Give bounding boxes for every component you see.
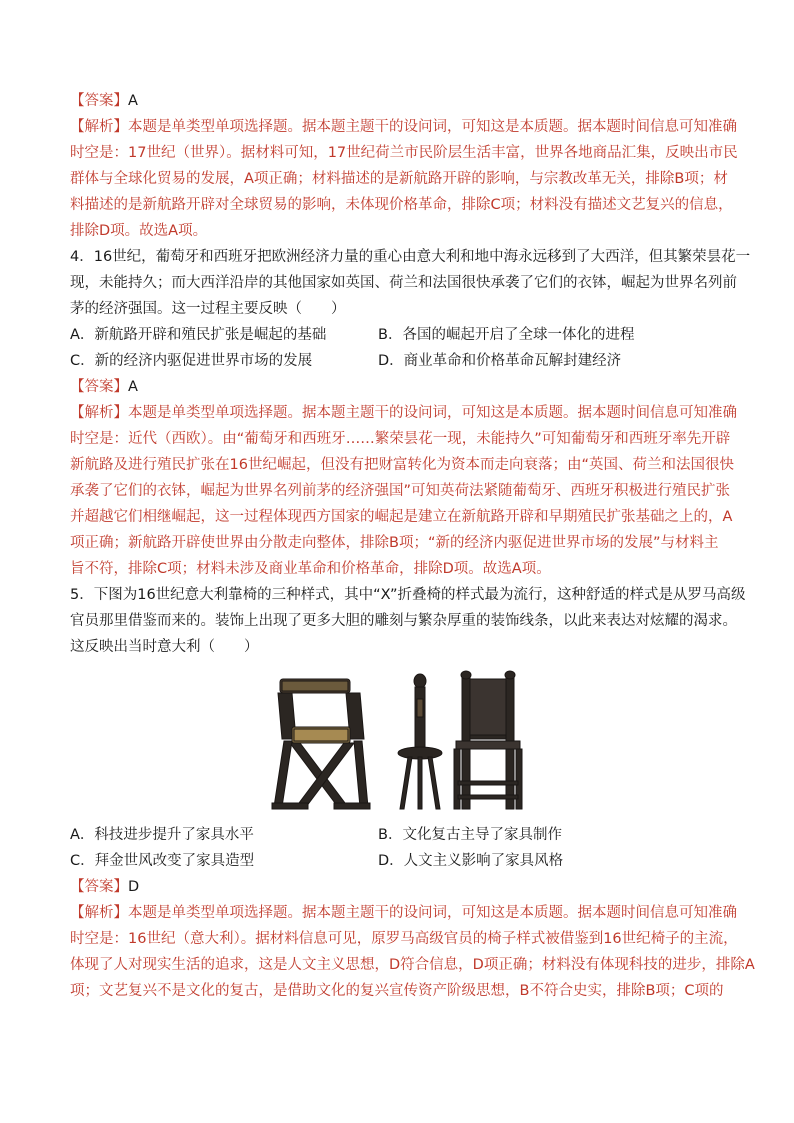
answer-label: 【答案】 xyxy=(70,93,128,109)
analysis-label: 【解析】 xyxy=(70,119,128,135)
q5-answer xyxy=(70,874,730,900)
q4-analysis-line: 并超越它们相继崛起，这一过程体现西方国家的崛起是建立在新航路开辟和早期殖民扩张基础之上的，A xyxy=(70,509,733,525)
q3-analysis-line: 料描述的是新航路开辟对全球贸易的影响，未体现价格革命，排除C项；材料没有描述文艺复兴的信息， xyxy=(70,197,733,213)
q5-options-row xyxy=(70,822,730,848)
answer-value: A xyxy=(128,93,138,109)
q4-analysis-line: 【解析】本题是单类型单项选择题。据本题主题干的设问词，可知这是本质题。据本题时间信息可知准确 xyxy=(70,405,737,421)
q4-option-c: C．新的经济内驱促进世界市场的发展 xyxy=(70,353,313,369)
q3-analysis-line: 排除D项。故选A项。 xyxy=(70,223,208,239)
chairs-figure xyxy=(70,666,730,814)
q5-analysis-line: 体现了人对现实生活的追求，这是人文主义思想，D符合信息，D项正确；材料没有体现科技的进步，排除A xyxy=(70,957,755,973)
q4-answer xyxy=(70,374,730,400)
q4-analysis-line: 时空是：近代（西欧）。由“葡萄牙和西班牙……繁荣昙花一现，未能持久”可知葡萄牙和西班牙率先开辟 xyxy=(70,431,731,447)
q4-options-row xyxy=(70,322,730,348)
q4-stem-line: 现，未能持久；而大西洋沿岸的其他国家如英国、荷兰和法国很快承袭了它们的衣钵，崛起为世界名列前 xyxy=(70,275,737,291)
q5-stem-line: 官员那里借鉴而来的。装饰上出现了更多大胆的雕刻与繁杂厚重的装饰线条，以此来表达对炫耀的渴求。 xyxy=(70,613,737,629)
q5-analysis-line: 项；文艺复兴不是文化的复古，是借助文化的复兴宣传资产阶级思想，B不符合史实，排除B项；C项的 xyxy=(70,983,724,999)
q4-option-b: B．各国的崛起开启了全球一体化的进程 xyxy=(378,327,635,343)
q3-answer xyxy=(70,88,730,114)
q5-analysis-line: 时空是：16世纪（意大利）。据材料信息可见，原罗马高级官员的椅子样式被借鉴到16世纪椅子的主流， xyxy=(70,931,738,947)
q3-analysis-line: 【解析】本题是单类型单项选择题。据本题主题干的设问词，可知这是本质题。据本题时间信息可知准确 xyxy=(70,119,737,135)
q4-stem-line: 4．16世纪，葡萄牙和西班牙把欧洲经济力量的重心由意大利和地中海永远移到了大西洋，但其繁荣昙花一 xyxy=(70,249,751,265)
q5-option-d: D．人文主义影响了家具风格 xyxy=(378,853,564,869)
q5-analysis-line: 【解析】本题是单类型单项选择题。据本题主题干的设问词，可知这是本质题。据本题时间信息可知准确 xyxy=(70,905,737,921)
analysis-label: 【解析】 xyxy=(70,905,128,921)
analysis-label: 【解析】 xyxy=(70,405,128,421)
q4-options-row xyxy=(70,348,730,374)
q4-analysis-line: 旨不符，排除C项；材料未涉及商业革命和价格革命，排除D项。故选A项。 xyxy=(70,561,551,577)
answer-value: D xyxy=(128,879,140,895)
q5-stem-line: 这反映出当时意大利（ ） xyxy=(70,639,259,655)
q4-analysis-line: 承袭了它们的衣钵，崛起为世界名列前茅的经济强国”可知英荷法紧随葡萄牙、西班牙积极进行殖民扩张 xyxy=(70,483,731,499)
document-page xyxy=(70,88,755,1004)
q5-option-a: A．科技进步提升了家具水平 xyxy=(70,827,254,843)
q5-stem-line: 5．下图为16世纪意大利靠椅的三种样式，其中“X”折叠椅的样式最为流行，这种舒适的样式是从罗马高级 xyxy=(70,587,746,603)
italian-chairs-image xyxy=(270,669,530,814)
q4-analysis-line: 新航路及进行殖民扩张在16世纪崛起，但没有把财富转化为资本而走向衰落；由“英国、荷兰和法国很快 xyxy=(70,457,734,473)
q4-option-a: A．新航路开辟和殖民扩张是崛起的基础 xyxy=(70,327,327,343)
answer-label: 【答案】 xyxy=(70,379,128,395)
q5-option-c: C．拜金世风改变了家具造型 xyxy=(70,853,255,869)
q5-options-row xyxy=(70,848,730,874)
q3-analysis-line: 时空是：17世纪（世界）。据材料可知，17世纪荷兰市民阶层生活丰富，世界各地商品汇集，反映出市民 xyxy=(70,145,738,161)
q4-option-d: D．商业革命和价格革命瓦解封建经济 xyxy=(378,353,622,369)
q4-stem-line: 茅的经济强国。这一过程主要反映（ ） xyxy=(70,301,346,317)
q5-option-b: B．文化复古主导了家具制作 xyxy=(378,827,562,843)
q4-analysis-line: 项正确；新航路开辟使世界由分散走向整体，排除B项；“新的经济内驱促进世界市场的发展”与材料主 xyxy=(70,535,719,551)
q3-analysis-line: 群体与全球化贸易的发展，A项正确；材料描述的是新航路开辟的影响，与宗教改革无关，排除B项；材 xyxy=(70,171,728,187)
answer-label: 【答案】 xyxy=(70,879,128,895)
answer-value: A xyxy=(128,379,138,395)
